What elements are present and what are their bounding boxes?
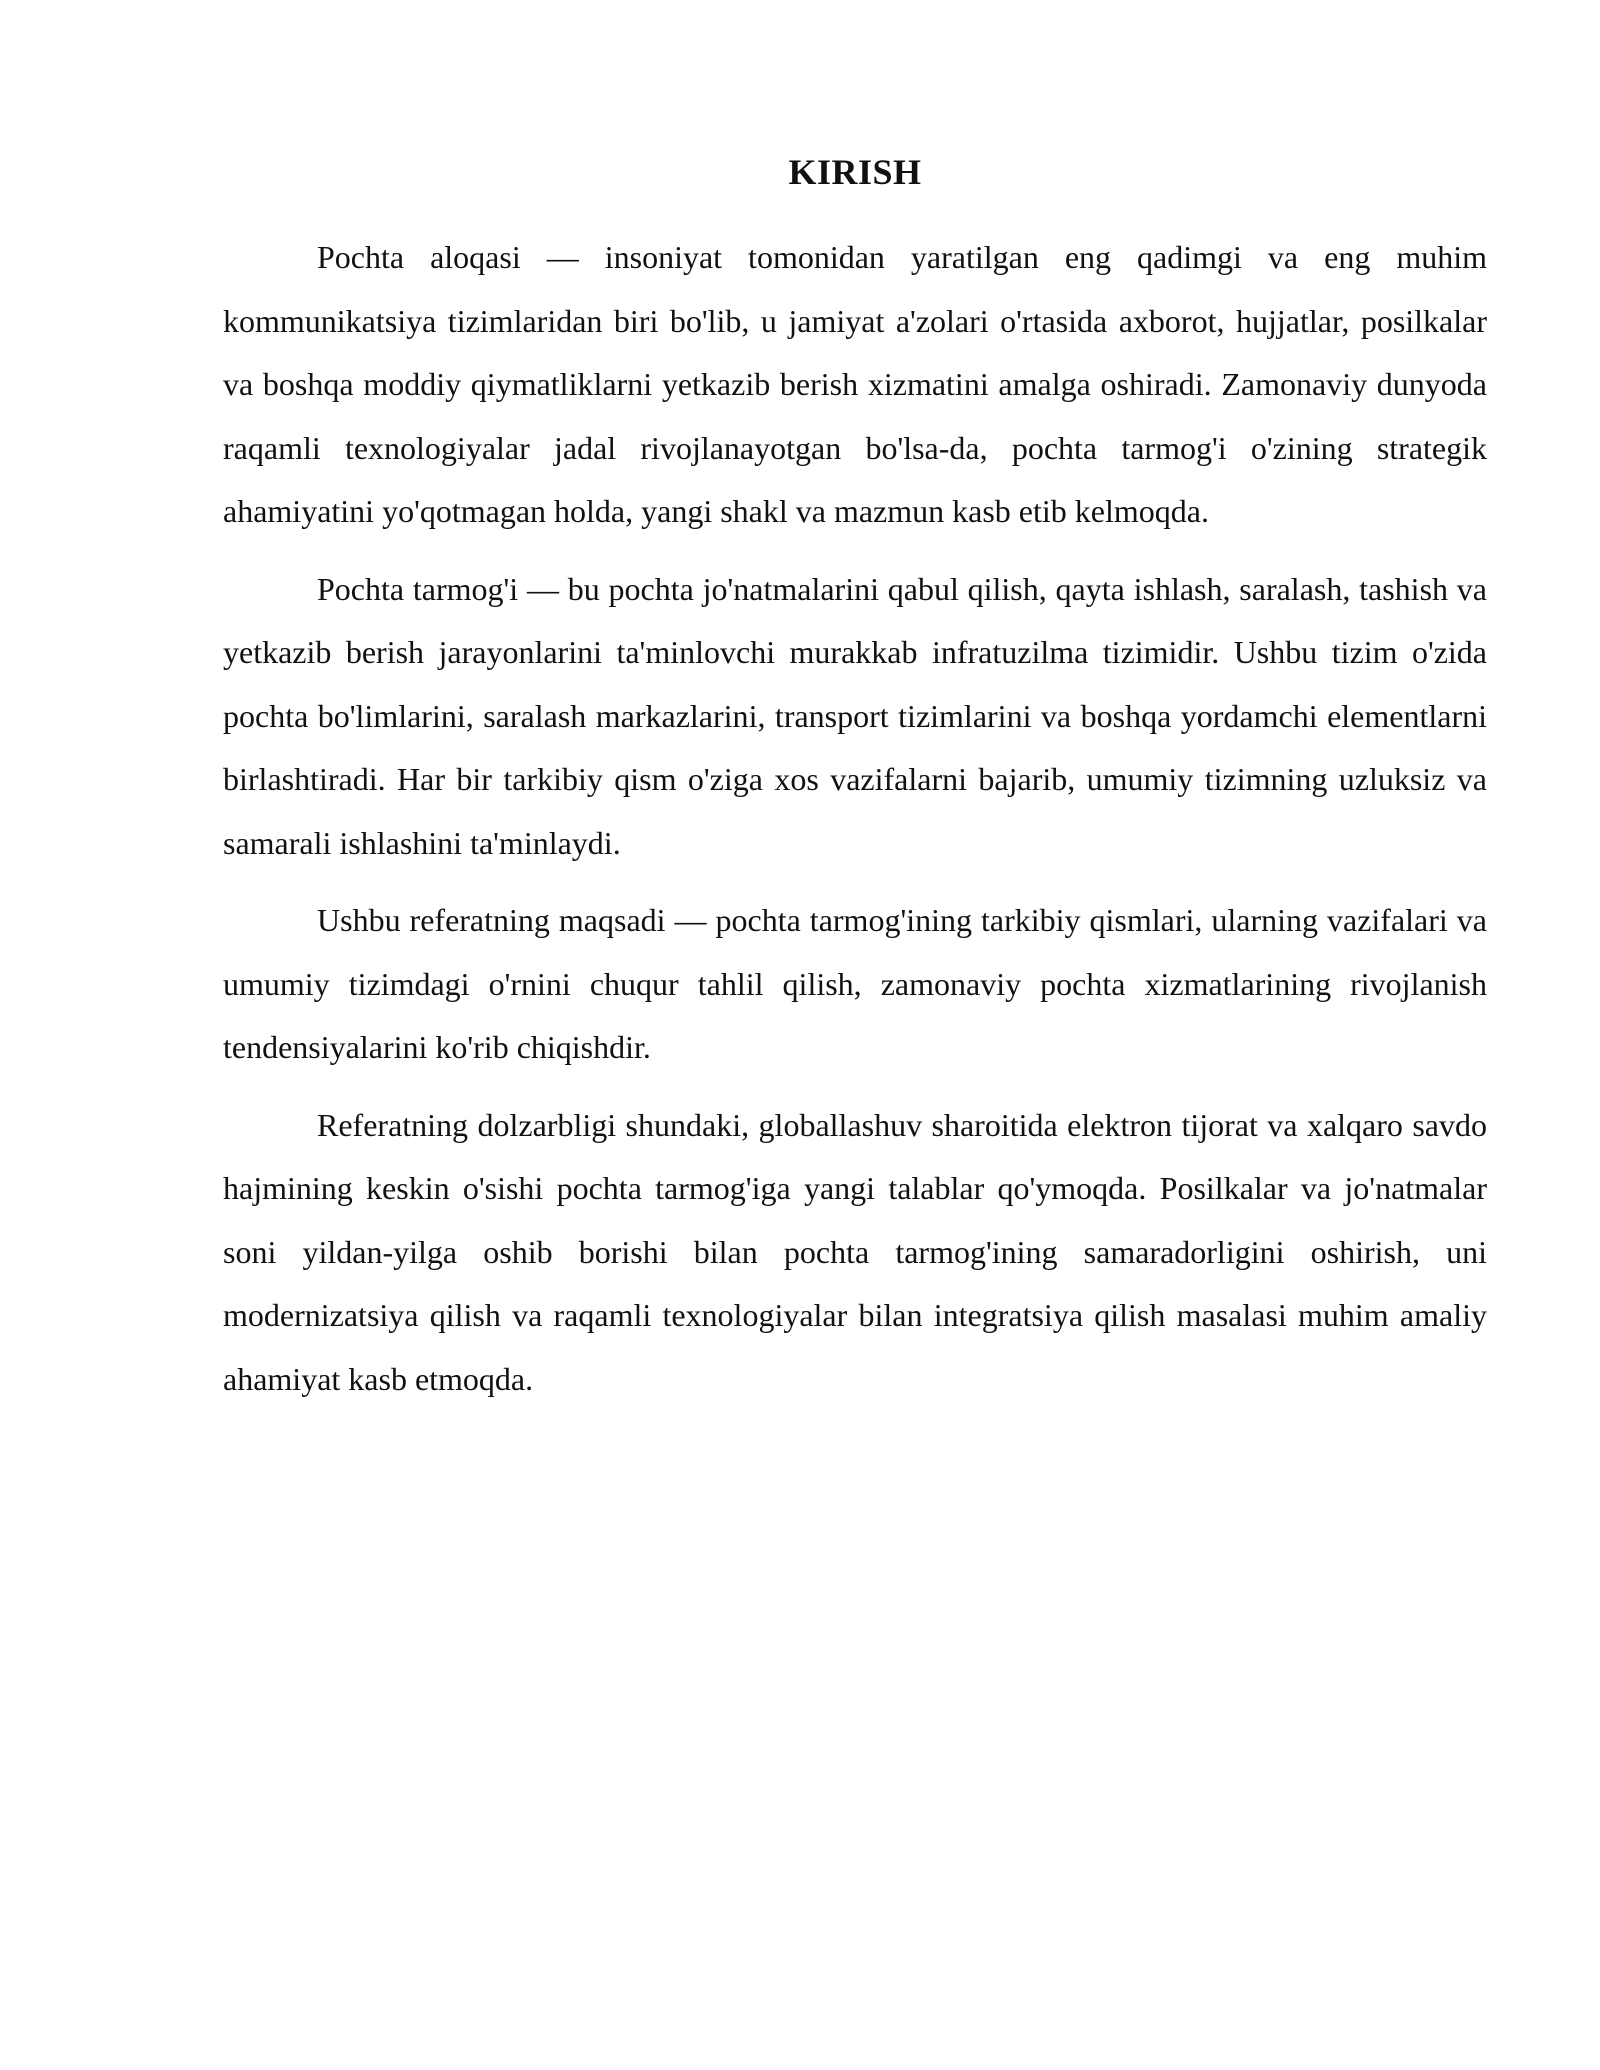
page-title: KIRISH	[788, 152, 922, 192]
paragraph-intro: Pochta aloqasi — insoniyat tomonidan yaratilgan eng qadimgi va eng muhim kommunikatsiya tizimlaridan biri bo'lib, u jamiyat a'zolari o'rtasida axborot, hujjatlar, posilkalar va boshqa moddiy qiymatliklarni yetkazib berish xizmatini amalga oshiradi. Zamonaviy dunyoda raqamli texnologiyalar jadal rivojlanayotgan bo'lsa-da, pochta tarmog'i o'zining strategik ahamiyatini yo'qotmagan holda, yangi shakl va mazmun kasb etib kelmoqda.	[223, 239, 1487, 529]
paragraph-relevance: Referatning dolzarbligi shundaki, globallashuv sharoitida elektron tijorat va xalqaro savdo hajmining keskin o'sishi pochta tarmog'iga yangi talablar qo'ymoqda. Posilkalar va jo'natmalar soni yildan-yilga oshib borishi bilan pochta tarmog'ining samaradorligini oshirish, uni modernizatsiya qilish va raqamli texnologiyalar bilan integratsiya qilish masalasi muhim amaliy ahamiyat kasb etmoqda.	[223, 1106, 1487, 1397]
paragraph-network: Pochta tarmog'i — bu pochta jo'natmalarini qabul qilish, qayta ishlash, saralash, tashish va yetkazib berish jarayonlarini ta'minlovchi murakkab infratuzilma tizimidir. Ushbu tizim o'zida pochta bo'limlarini, saralash markazlarini, transport tizimlarini va boshqa yordamchi elementlarni birlashtiradi. Har bir tarkibiy qism o'ziga xos vazifalarni bajarib, umumiy tizimning uzluksiz va samarali ishlashini ta'minlaydi.	[223, 570, 1487, 861]
paragraph-goal: Ushbu referatning maqsadi — pochta tarmog'ining tarkibiy qismlari, ularning vazifalari va umumiy tizimdagi o'rnini chuqur tahlil qilish, zamonaviy pochta xizmatlarining rivojlanish tendensiyalarini ko'rib chiqishdir.	[223, 902, 1487, 1065]
